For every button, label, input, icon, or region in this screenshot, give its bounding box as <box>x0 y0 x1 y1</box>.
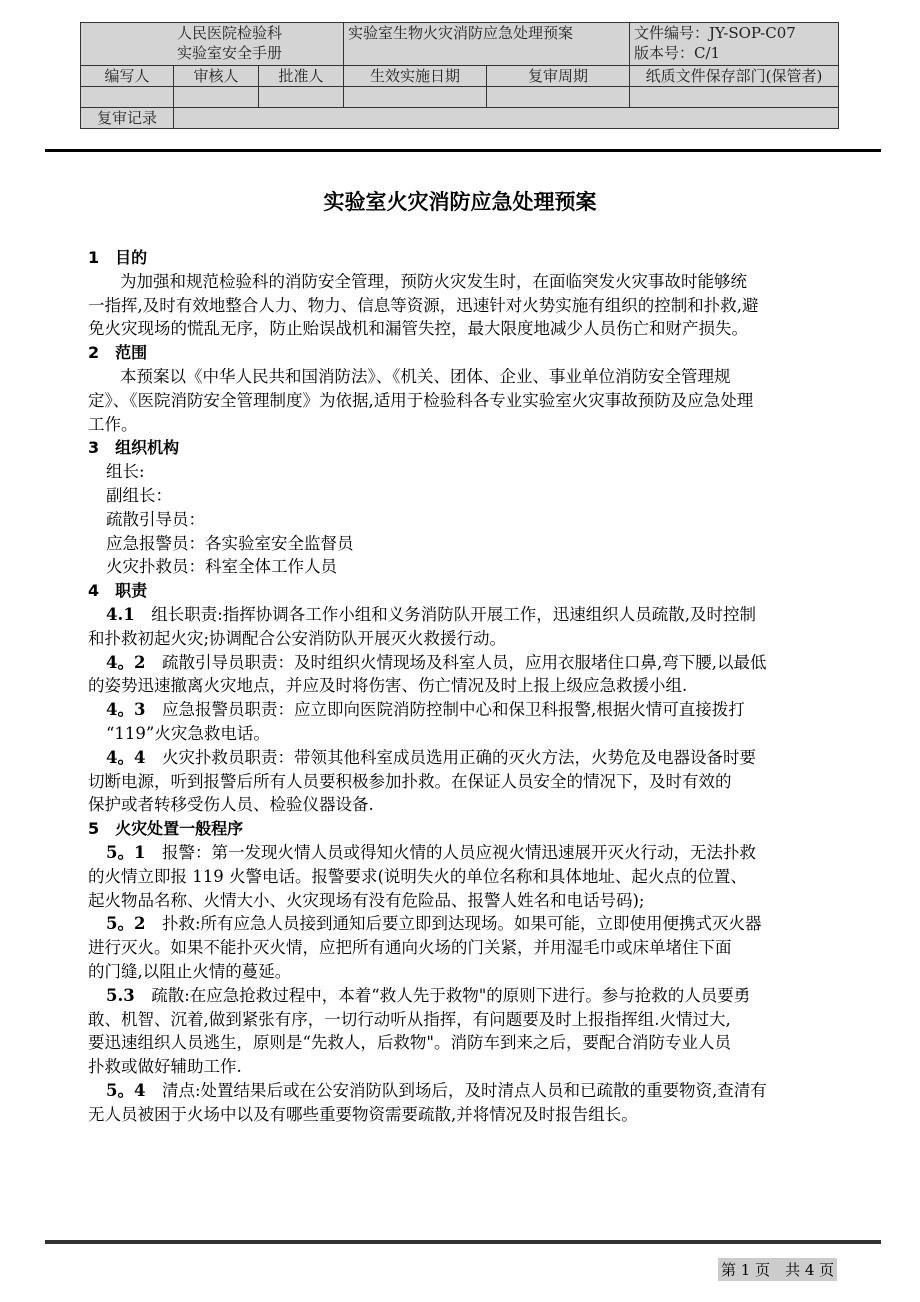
text-line <box>88 889 833 913</box>
text-line <box>88 698 833 722</box>
text-line <box>88 508 833 532</box>
section-heading: 2 范围 <box>88 343 148 363</box>
top-rule <box>45 149 881 152</box>
text-line <box>88 1008 833 1032</box>
clause-number: 4.1 <box>106 604 152 624</box>
clause-number: 5。1 <box>106 842 162 862</box>
line-text: 火灾扑救员：科室全体工作人员 <box>106 557 337 577</box>
line-text: 副组长： <box>106 485 172 505</box>
col-approver: 批准人 <box>259 66 344 87</box>
line-text: 疏散引导员职责：及时组织火情现场及科室人员，应用衣服堵住口鼻,弯下腰,以最低 <box>161 652 767 672</box>
line-text: 进行灭火。如果不能扑灭火情，应把所有通向火场的门关紧，并用湿毛巾或床单堵住下面 <box>88 938 732 958</box>
section-heading: 4 职责 <box>88 581 148 601</box>
line-text: 免火灾现场的慌乱无序，防止贻误战机和漏管失控，最大限度地减少人员伤亡和财产损失。 <box>88 319 748 339</box>
line-text: 保护或者转移受伤人员、检验仪器设备. <box>88 795 374 815</box>
review-record-label: 复审记录 <box>81 108 174 129</box>
line-text: 的姿势迅速撤离火灾地点，并应及时将伤害、伤亡情况及时上报上级应急救援小组. <box>88 676 688 696</box>
line-text: 敢、机智、沉着,做到紧张有序，一切行动听从指挥，有问题要及时上报指挥组.火情过大, <box>88 1009 731 1029</box>
clause-number: 4。4 <box>106 747 162 767</box>
line-text: 起火物品名称、火情大小、火灾现场有没有危险品、报警人姓名和电话号码); <box>88 890 645 910</box>
col-effective-date: 生效实施日期 <box>344 66 487 87</box>
text-line <box>88 793 833 817</box>
col-reviewer: 审核人 <box>174 66 259 87</box>
doc-title-cell: 实验室生物火灾消防应急处理预案 <box>344 23 630 66</box>
text-line <box>88 555 833 579</box>
text-line <box>88 413 833 437</box>
line-text: 的门缝,以阻止火情的蔓延。 <box>88 961 292 981</box>
text-line <box>88 746 833 770</box>
line-text: 火灾扑救员职责：带领其他科室成员选用正确的灭火方法，火势危及电器设备时要 <box>161 747 756 767</box>
text-line <box>88 1079 833 1103</box>
line-text: 本预案以《中华人民共和国消防法》、《机关、团体、企业、事业单位消防安全管理规 <box>120 366 731 386</box>
text-line <box>88 1031 833 1055</box>
col-author: 编写人 <box>81 66 174 87</box>
line-text: 工作。 <box>88 414 138 434</box>
line-text: 一指挥,及时有效地整合人力、物力、信息等资源，迅速针对火势实施有组织的控制和扑救,避 <box>88 295 759 315</box>
col-custodian: 纸质文件保存部门(保管者) <box>630 66 839 87</box>
org-cell <box>81 23 344 66</box>
text-line <box>88 1055 833 1079</box>
line-text: 和扑救初起火灾;协调配合公安消防队开展灭火救援行动。 <box>88 628 507 648</box>
doc-version: 版本号：C/1 <box>634 44 721 62</box>
line-text: 疏散:在应急抢救过程中，本着“救人先于救物"的原则下进行。参与抢救的人员要勇 <box>151 985 751 1005</box>
section-heading: 5 火灾处置一般程序 <box>88 819 244 839</box>
line-text: 报警：第一发现火情人员或得知火情的人员应视火情迅速展开灭火行动，无法扑救 <box>161 842 756 862</box>
text-line <box>88 460 833 484</box>
line-text: 无人员被困于火场中以及有哪些重要物资需要疏散,并将情况及时报告组长。 <box>88 1104 638 1124</box>
line-text: 疏散引导员： <box>106 509 205 529</box>
page-title: 实验室火灾消防应急处理预案 <box>323 190 597 214</box>
text-line <box>88 674 833 698</box>
text-line <box>88 912 833 936</box>
doc-number: 文件编号：JY-SOP-C07 <box>634 24 796 42</box>
text-line <box>88 1103 833 1127</box>
page-number: 第 1 页 共 4 页 <box>718 1258 837 1281</box>
line-text: “119”火灾急救电话。 <box>106 723 270 743</box>
text-line <box>88 294 833 318</box>
document-body <box>88 246 833 1126</box>
line-text: 定》、《医院消防安全管理制度》为依据,适用于检验科各专业实验室火灾事故预防及应急处理 <box>88 390 754 410</box>
text-line <box>88 270 833 294</box>
bottom-rule <box>45 1240 881 1244</box>
text-line <box>88 365 833 389</box>
text-line <box>88 770 833 794</box>
text-line <box>88 317 833 341</box>
line-text: 清点:处置结果后或在公安消防队到场后，及时清点人员和已疏散的重要物资,查清有 <box>161 1080 767 1100</box>
text-line <box>88 603 833 627</box>
clause-number: 5。4 <box>106 1080 162 1100</box>
org-name: 人民医院检验科 <box>177 24 283 42</box>
line-text: 要迅速组织人员逃生，原则是“先救人，后救物"。消防车到来之后，要配合消防专业人员 <box>88 1033 732 1053</box>
text-line <box>88 484 833 508</box>
manual-name: 实验室安全手册 <box>177 44 283 62</box>
text-line <box>88 389 833 413</box>
clause-number: 5.3 <box>106 985 152 1005</box>
section-heading: 1 目的 <box>88 248 148 267</box>
line-text: 扑救或做好辅助工作. <box>88 1057 242 1077</box>
line-text: 组长: <box>106 462 145 482</box>
section-heading: 3 组织机构 <box>88 438 180 458</box>
clause-number: 5。2 <box>106 914 162 934</box>
clause-number: 4。3 <box>106 700 162 720</box>
col-review-cycle: 复审周期 <box>487 66 630 87</box>
line-text: 切断电源，听到报警后所有人员要积极参加扑救。在保证人员安全的情况下，及时有效的 <box>88 771 732 791</box>
text-line <box>88 960 833 984</box>
text-line <box>88 651 833 675</box>
text-line <box>88 865 833 889</box>
header-table <box>80 22 839 129</box>
text-line <box>88 984 833 1008</box>
text-line <box>88 532 833 556</box>
line-text: 为加强和规范检验科的消防安全管理，预防火灾发生时，在面临突发火灾事故时能够统 <box>120 271 747 291</box>
text-line <box>88 722 833 746</box>
text-line <box>88 841 833 865</box>
line-text: 扑救:所有应急人员接到通知后要立即到达现场。如果可能，立即使用便携式灭火器 <box>161 914 762 934</box>
line-text: 应急报警员：各实验室安全监督员 <box>106 533 354 553</box>
line-text: 应急报警员职责：应立即向医院消防控制中心和保卫科报警,根据火情可直接拨打 <box>161 700 745 720</box>
text-line <box>88 627 833 651</box>
line-text: 的火情立即报 119 火警电话。报警要求(说明失火的单位名称和具体地址、起火点的位置、 <box>88 866 747 886</box>
text-line <box>88 936 833 960</box>
doc-info-cell <box>630 23 839 66</box>
line-text: 组长职责:指挥协调各工作小组和义务消防队开展工作，迅速组织人员疏散,及时控制 <box>151 604 757 624</box>
clause-number: 4。2 <box>106 652 162 672</box>
